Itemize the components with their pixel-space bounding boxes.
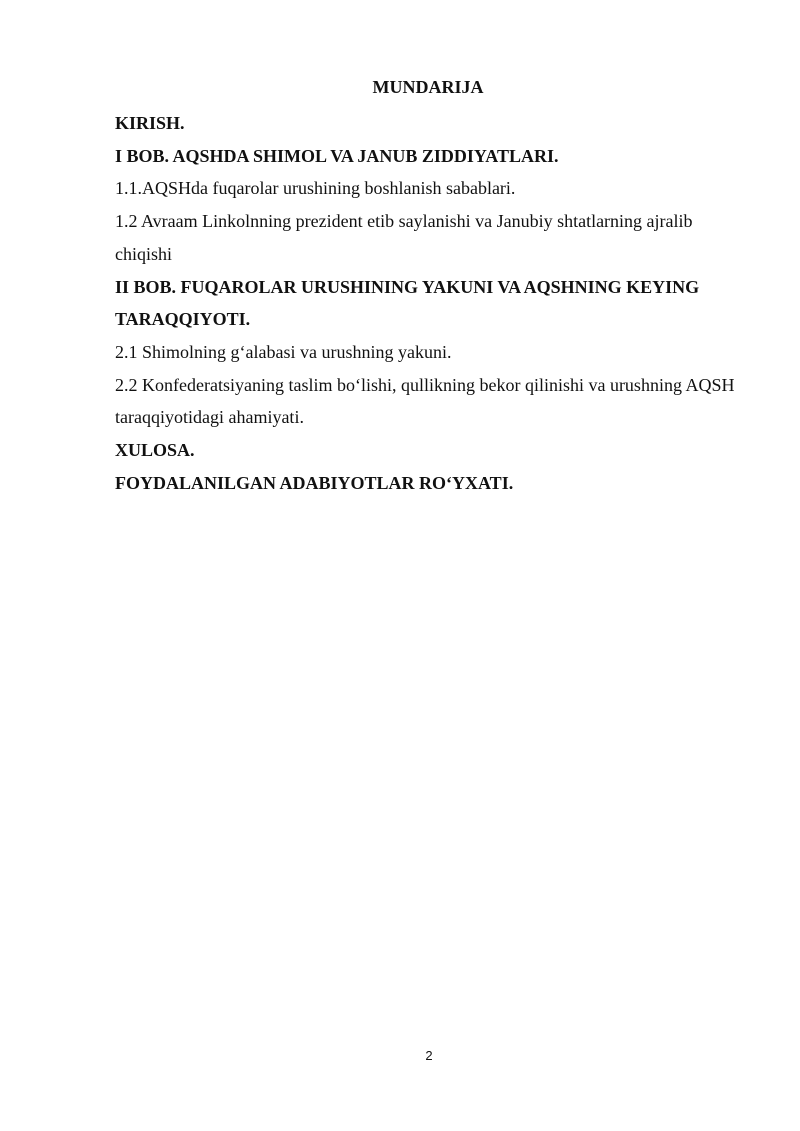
toc-entry-introduction: KIRISH. bbox=[115, 113, 185, 133]
page-number: 2 bbox=[425, 1048, 433, 1063]
toc-entry-bibliography: FOYDALANILGAN ADABIYOTLAR RO‘YXATI. bbox=[115, 472, 514, 493]
toc-entry-section-2-1: 2.1 Shimolning g‘alabasi va urushning yakuni. bbox=[115, 341, 452, 362]
toc-entry-section-1-1: 1.1.AQSHda fuqarolar urushining boshlanish sabablari. bbox=[115, 178, 516, 199]
toc-entry-section-2-2: 2.2 Konfederatsiyaning taslim bo‘lishi, qullikning bekor qilinishi va urushning AQSH taraqqiyotidagi ahamiyati. bbox=[115, 374, 735, 428]
page-title: MUNDARIJA bbox=[372, 77, 484, 97]
toc-entry-chapter-1: I BOB. AQSHDA SHIMOL VA JANUB ZIDDIYATLARI. bbox=[115, 145, 559, 166]
table-of-contents bbox=[115, 107, 745, 499]
toc-entry-chapter-2: II BOB. FUQAROLAR URUSHINING YAKUNI VA AQSHNING KEYING TARAQQIYOTI. bbox=[115, 276, 700, 330]
toc-entry-section-1-2: 1.2 Avraam Linkolnning prezident etib saylanishi va Janubiy shtatlarning ajralib chiqishi bbox=[115, 211, 693, 264]
toc-entry-conclusion: XULOSA. bbox=[115, 440, 195, 461]
